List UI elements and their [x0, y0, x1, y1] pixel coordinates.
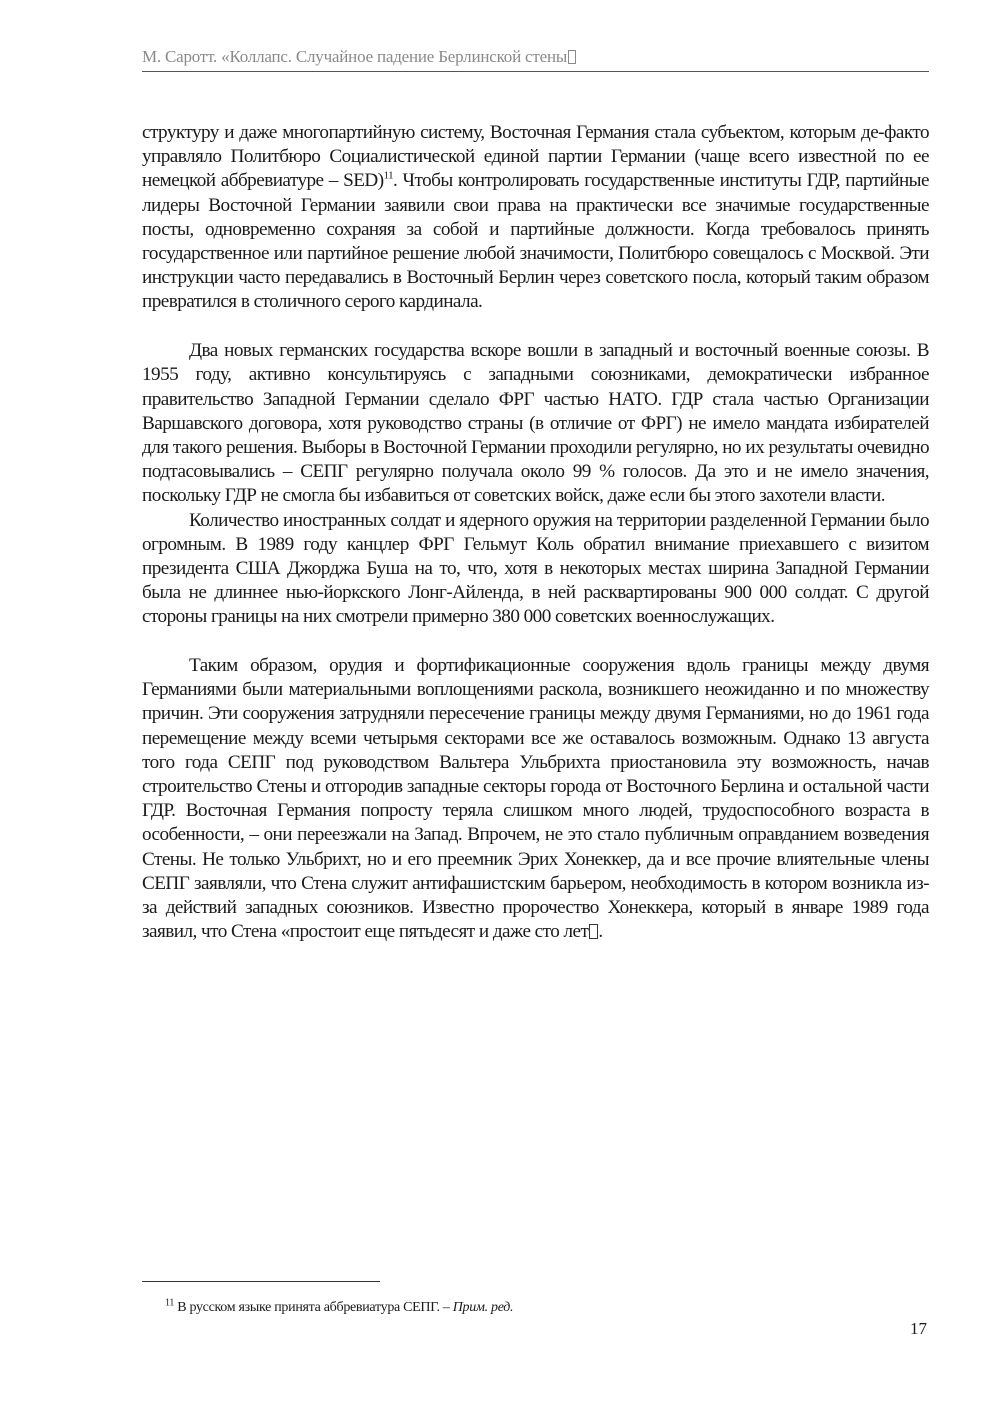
paragraph-4	[142, 654, 929, 944]
footnote-text: В русском языке принята аббревиатура СЕПГ. –	[174, 1300, 453, 1315]
footnote-rule	[142, 1281, 380, 1282]
running-head	[142, 47, 930, 67]
paragraph-2: Два новых германских государства вскоре вошли в западный и восточный военные союзы. В 1955 году, активно консультируясь с западными союзниками, демократически избранное правительство Западной Германии сделало ФРГ частью НАТО. ГДР стала частью Организации Варшавского договора, хотя руководство страны (в отличие от ФРГ) не имело мандата избирателей для такого решения. Выборы в Восточной Германии проходили регулярно, но их результаты очевидно подтасовывались – СЕПГ регулярно получала около 99 % голосов. Да это и не имело значения, поскольку ГДР не смогла бы избавиться от советских войск, даже если бы этого захотели власти.	[142, 340, 929, 507]
running-head-text: М. Саротт. «Коллапс. Случайное падение Берлинской стены	[142, 47, 568, 66]
footnote-ref[interactable]: 11	[383, 170, 394, 183]
header-rule	[142, 71, 929, 72]
footnote-editor-note: Прим. ред.	[452, 1300, 514, 1315]
page-number: 17	[910, 1319, 927, 1338]
paragraph-text: структуру и даже многопартийную систему, Восточная Германия стала субъектом, которым де-факто управляло Политбюро Социалистической единой партии Германии (чаще всего известной по ее немецкой аббревиатуре – SED)	[142, 122, 929, 192]
paragraph-3: Количество иностранных солдат и ядерного оружия на территории разделенной Германии было огромным. В 1989 году канцлер ФРГ Гельмут Коль обратил внимание приехавшего с визитом президента США Джорджа Буша на то, что, хотя в некоторых местах ширина Западной Германии была не длиннее нью-йоркского Лонг-Айленда, в ней расквартированы 900 000 солдат. С другой стороны границы на них смотрели примерно 380 000 советских военнослужащих.	[142, 509, 929, 628]
paragraph-gap	[142, 315, 929, 340]
missing-glyph-icon	[589, 924, 598, 939]
paragraph-text: Таким образом, орудия и фортификационные сооружения вдоль границы между двумя Германиями были материальными воплощениями раскола, возникшего неожиданно и по множеству причин. Эти сооружения затрудняли пересечение границы между двумя Германиями, но до 1961 года перемещение между всеми четырьмя секторами все же оставалось возможным. Однако 13 августа того года СЕПГ под руководством Вальтера Ульбрихта приостановила эту возможность, начав строительство Стены и отгородив западные секторы города от Восточного Берлина и остальной части ГДР. Восточная Германия попросту теряла слишком много людей, трудоспособного возраста в особенности, – они переезжали на Запад. Впрочем, не это стало публичным оправданием возведения Стены. Не только Ульбрихт, но и его преемник Эрих Хонеккер, да и все прочие влиятельные члены СЕПГ заявляли, что Стена служит антифашистским барьером, необходимость в котором возникла из-за действий западных союзников. Известно пророчество Хонеккера, который в январе 1989 года заявил, что Стена «простоит еще пятьдесят и даже сто лет	[142, 655, 929, 943]
footnote	[165, 1297, 514, 1316]
paragraph-end: .	[598, 921, 603, 943]
missing-glyph-icon	[568, 50, 576, 64]
body-text	[142, 121, 929, 945]
paragraph-text: . Чтобы контролировать государственные институты ГДР, партийные лидеры Восточной Германии заявили свои права на практически все значимые государственные посты, одновременно сохраняя за собой и партийные должности. Когда требовалось принять государственное или партийное решение любой значимости, Политбюро совещалось с Москвой. Эти инструкции часто передавались в Восточный Берлин через советского посла, который таким образом превратился в столичного серого кардинала.	[142, 170, 929, 313]
paragraph-1	[142, 121, 929, 315]
paragraph-gap	[142, 630, 929, 655]
footnote-number: 11	[165, 1297, 175, 1309]
